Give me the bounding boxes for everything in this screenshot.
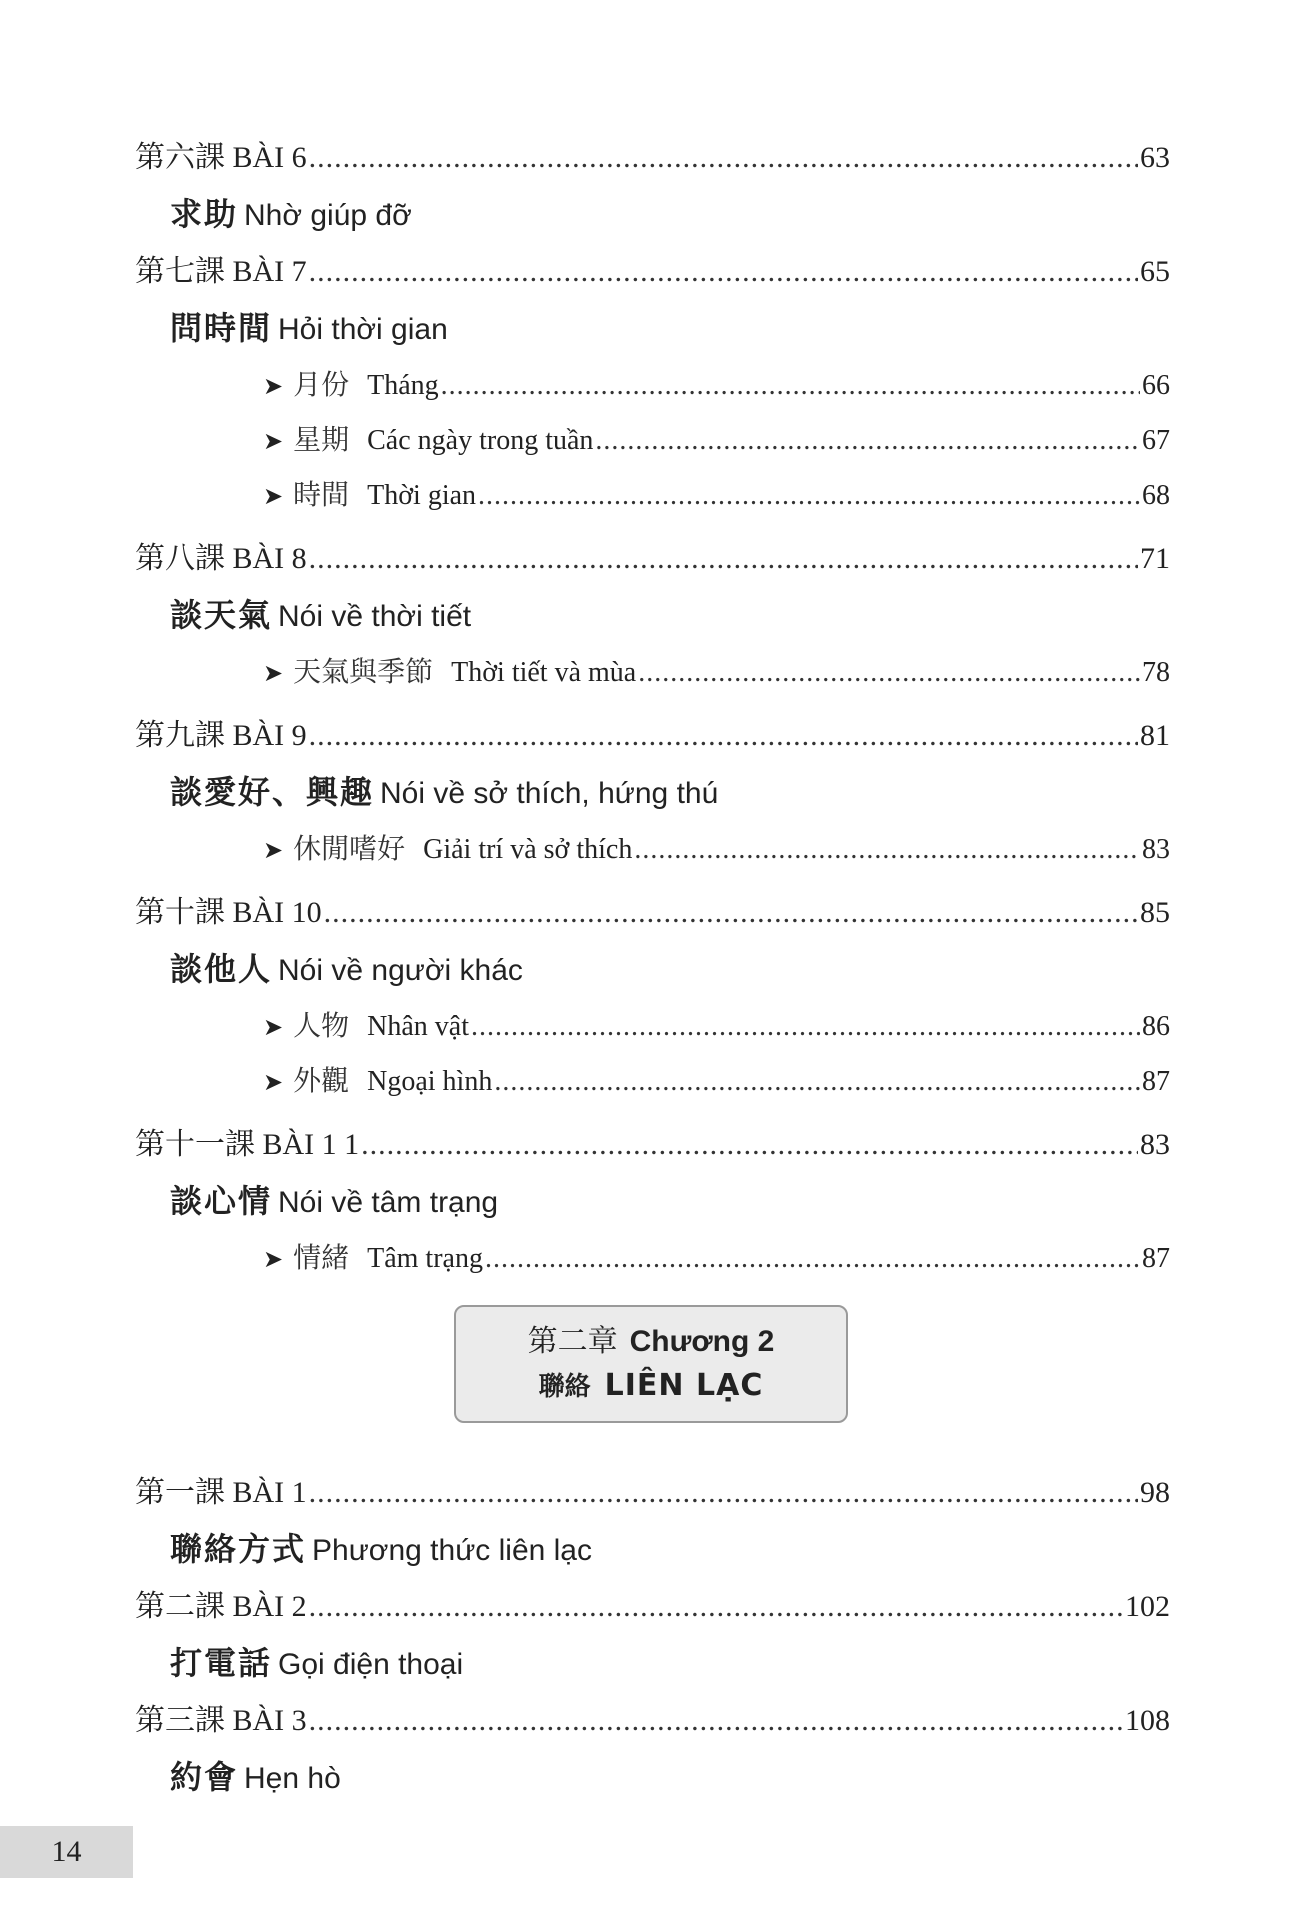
lesson-zh: 第八課 <box>135 541 225 576</box>
dot-leader <box>309 254 1138 290</box>
toc-lesson-title <box>170 1181 498 1223</box>
page-number: 14 <box>0 1826 133 1878</box>
dot-leader <box>595 423 1140 459</box>
lesson-page-number: 102 <box>1125 1590 1170 1623</box>
toc-lesson-title <box>170 595 471 637</box>
toc-lesson-row[interactable] <box>135 1703 1170 1739</box>
title-zh: 談心情 <box>170 1182 273 1220</box>
title-vi: Nhờ giúp đỡ <box>244 199 412 232</box>
subtopic-page-number: 87 <box>1142 1066 1170 1097</box>
subtopic-vi: Các ngày trong tuần <box>367 425 594 456</box>
title-zh: 打電話 <box>170 1644 273 1682</box>
lesson-zh: 第九課 <box>135 718 225 753</box>
chapter-subtitle <box>456 1367 846 1406</box>
dot-leader <box>309 541 1138 577</box>
toc-lesson-title <box>170 308 448 350</box>
dot-leader <box>638 655 1140 691</box>
dot-leader <box>361 1127 1138 1163</box>
lesson-label: BÀI 3 <box>232 1704 307 1737</box>
lesson-page-number: 98 <box>1140 1476 1170 1509</box>
toc-lesson-title <box>170 1643 463 1685</box>
lesson-label: BÀI 1 1 <box>262 1128 360 1161</box>
lesson-zh: 第三課 <box>135 1703 225 1738</box>
toc-lesson-title <box>170 772 718 814</box>
subtopic-zh: 休閒嗜好 <box>293 834 406 865</box>
lesson-page-number: 83 <box>1140 1128 1170 1161</box>
subtopic-zh: 外觀 <box>293 1066 350 1097</box>
title-vi: Nói về thời tiết <box>278 600 472 633</box>
toc-lesson-title <box>170 194 412 236</box>
title-zh: 聯絡方式 <box>170 1530 307 1568</box>
title-vi: Nói về tâm trạng <box>278 1186 499 1219</box>
subtopic-zh: 人物 <box>293 1011 350 1042</box>
lesson-zh: 第十課 <box>135 895 225 930</box>
toc-lesson-row[interactable] <box>135 254 1170 290</box>
subtopic-zh: 天氣與季節 <box>293 657 434 688</box>
subtopic-zh: 月份 <box>293 370 350 401</box>
dot-leader <box>441 368 1140 404</box>
title-zh: 約會 <box>170 1758 239 1796</box>
toc-subtopic-row[interactable] <box>263 368 1170 404</box>
lesson-zh: 第二課 <box>135 1589 225 1624</box>
dot-leader <box>494 1064 1140 1100</box>
lesson-zh: 第一課 <box>135 1475 225 1510</box>
dot-leader <box>309 1703 1123 1739</box>
arrow-bullet-icon: ➤ <box>263 1245 284 1273</box>
subtopic-vi: Thời gian <box>367 480 477 511</box>
title-vi: Phương thức liên lạc <box>312 1534 592 1567</box>
arrow-bullet-icon: ➤ <box>263 836 284 864</box>
subtopic-page-number: 68 <box>1142 480 1170 511</box>
toc-subtopic-row[interactable] <box>263 1064 1170 1100</box>
subtopic-page-number: 87 <box>1142 1243 1170 1274</box>
subtopic-zh: 時間 <box>293 480 350 511</box>
chapter-subtitle-vi: LIÊN LẠC <box>604 1368 764 1403</box>
arrow-bullet-icon: ➤ <box>263 659 284 687</box>
dot-leader <box>634 832 1140 868</box>
title-zh: 問時間 <box>170 309 273 347</box>
toc-lesson-row[interactable] <box>135 718 1170 754</box>
toc-subtopic-row[interactable] <box>263 1241 1170 1277</box>
toc-lesson-row[interactable] <box>135 1589 1170 1625</box>
dot-leader <box>324 895 1138 931</box>
toc-lesson-title <box>170 1529 592 1571</box>
dot-leader <box>309 718 1138 754</box>
dot-leader <box>471 1009 1140 1045</box>
subtopic-page-number: 67 <box>1142 425 1170 456</box>
lesson-label: BÀI 10 <box>232 896 322 929</box>
title-zh: 談愛好、興趣 <box>170 773 375 811</box>
toc-subtopic-row[interactable] <box>263 832 1170 868</box>
subtopic-vi: Ngoại hình <box>367 1066 493 1097</box>
subtopic-zh: 星期 <box>293 425 350 456</box>
lesson-zh: 第六課 <box>135 140 225 175</box>
title-vi: Nói về sở thích, hứng thú <box>380 777 719 810</box>
toc-lesson-row[interactable] <box>135 1475 1170 1511</box>
toc-lesson-title <box>170 1757 341 1799</box>
toc-lesson-row[interactable] <box>135 1127 1170 1163</box>
title-vi: Nói về người khác <box>278 954 523 987</box>
arrow-bullet-icon: ➤ <box>263 482 284 510</box>
toc-subtopic-row[interactable] <box>263 655 1170 691</box>
title-zh: 談他人 <box>170 950 273 988</box>
dot-leader <box>485 1241 1140 1277</box>
title-zh: 談天氣 <box>170 596 273 634</box>
lesson-page-number: 71 <box>1140 542 1170 575</box>
lesson-label: BÀI 2 <box>232 1590 307 1623</box>
dot-leader <box>309 1589 1123 1625</box>
title-vi: Gọi điện thoại <box>278 1648 464 1681</box>
dot-leader <box>309 1475 1138 1511</box>
arrow-bullet-icon: ➤ <box>263 372 284 400</box>
subtopic-vi: Tháng <box>367 370 439 401</box>
chapter-label: Chương 2 <box>629 1325 775 1358</box>
lesson-zh: 第七課 <box>135 254 225 289</box>
lesson-page-number: 108 <box>1125 1704 1170 1737</box>
subtopic-zh: 情緒 <box>293 1243 350 1274</box>
chapter-zh: 第二章 <box>527 1324 618 1359</box>
arrow-bullet-icon: ➤ <box>263 427 284 455</box>
subtopic-vi: Tâm trạng <box>367 1243 483 1274</box>
toc-lesson-row[interactable] <box>135 541 1170 577</box>
title-vi: Hỏi thời gian <box>278 313 448 346</box>
subtopic-vi: Giải trí và sở thích <box>423 834 633 865</box>
lesson-zh: 第十一課 <box>135 1127 255 1162</box>
arrow-bullet-icon: ➤ <box>263 1013 284 1041</box>
subtopic-page-number: 83 <box>1142 834 1170 865</box>
lesson-label: BÀI 9 <box>232 719 307 752</box>
chapter-title <box>456 1323 846 1361</box>
toc-lesson-row[interactable] <box>135 895 1170 931</box>
toc-subtopic-row[interactable] <box>263 423 1170 459</box>
dot-leader <box>309 140 1138 176</box>
title-vi: Hẹn hò <box>244 1762 341 1795</box>
lesson-label: BÀI 1 <box>232 1476 307 1509</box>
dot-leader <box>478 478 1140 514</box>
arrow-bullet-icon: ➤ <box>263 1068 284 1096</box>
title-zh: 求助 <box>170 195 239 233</box>
lesson-page-number: 85 <box>1140 896 1170 929</box>
subtopic-page-number: 86 <box>1142 1011 1170 1042</box>
lesson-page-number: 65 <box>1140 255 1170 288</box>
toc-lesson-row[interactable] <box>135 140 1170 176</box>
toc-subtopic-row[interactable] <box>263 478 1170 514</box>
chapter-subtitle-zh: 聯絡 <box>538 1372 591 1402</box>
toc-lesson-title <box>170 949 523 991</box>
lesson-label: BÀI 8 <box>232 542 307 575</box>
subtopic-page-number: 66 <box>1142 370 1170 401</box>
lesson-label: BÀI 7 <box>232 255 307 288</box>
toc-subtopic-row[interactable] <box>263 1009 1170 1045</box>
lesson-page-number: 63 <box>1140 141 1170 174</box>
lesson-label: BÀI 6 <box>232 141 307 174</box>
chapter-heading-box <box>454 1305 848 1423</box>
lesson-page-number: 81 <box>1140 719 1170 752</box>
subtopic-page-number: 78 <box>1142 657 1170 688</box>
subtopic-vi: Nhân vật <box>367 1011 469 1042</box>
subtopic-vi: Thời tiết và mùa <box>451 657 637 688</box>
